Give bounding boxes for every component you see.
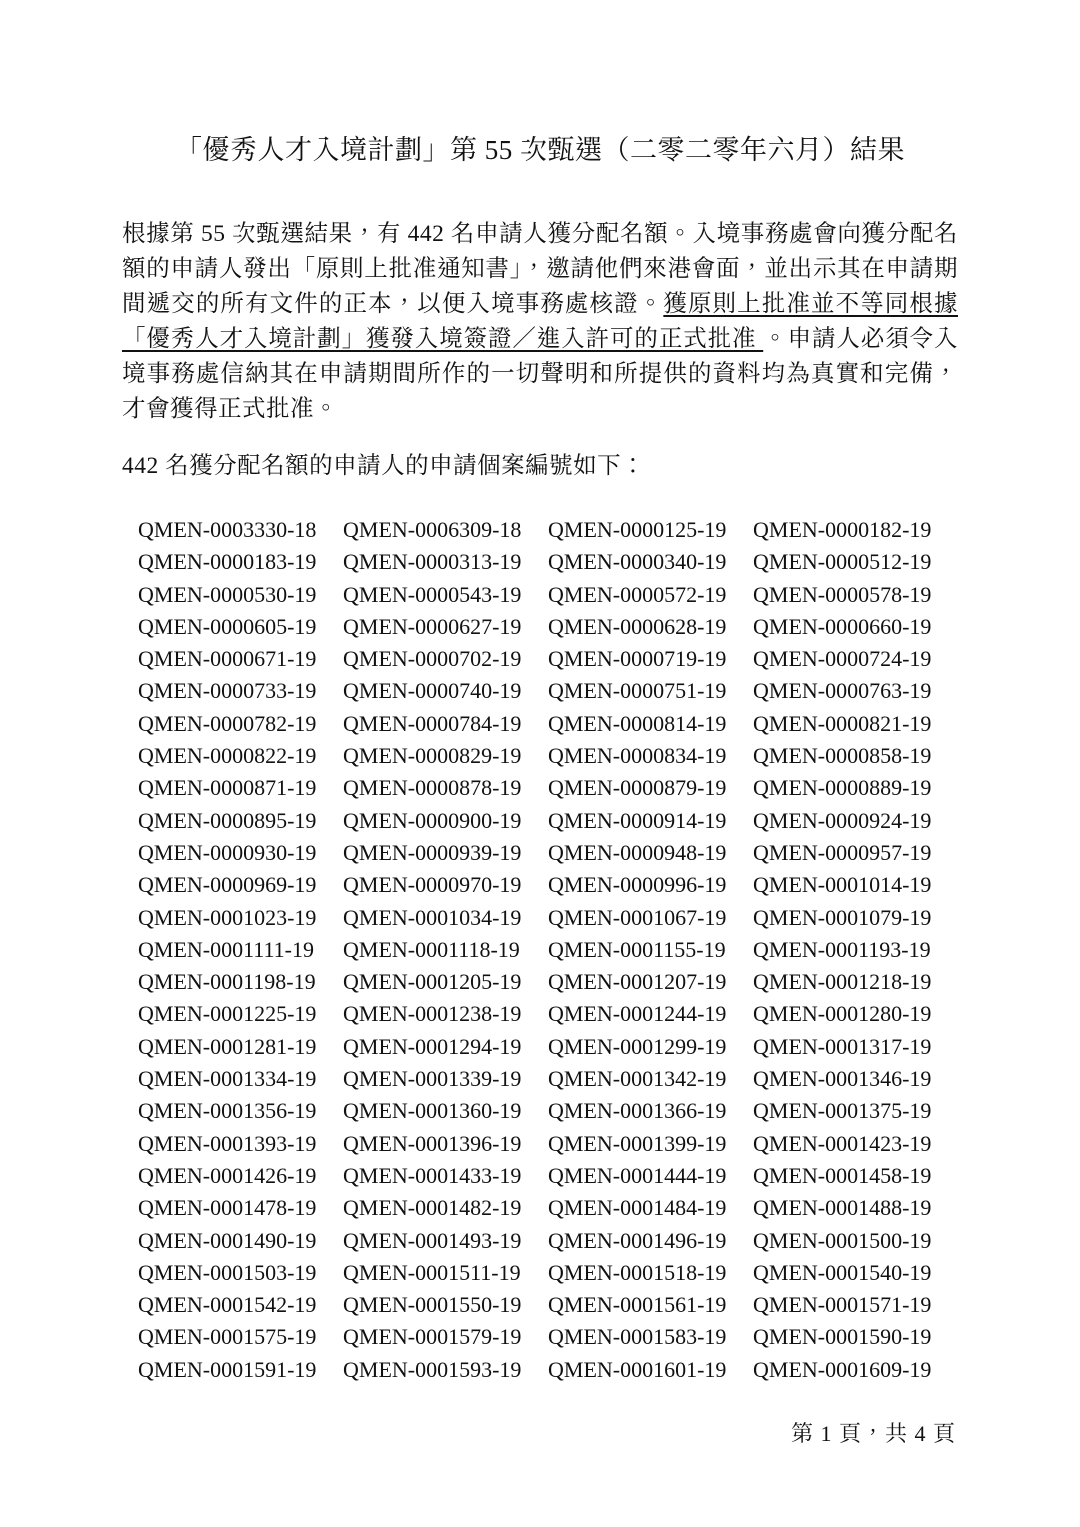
case-number: QMEN-0000889-19 [753,775,932,801]
case-number: QMEN-0001238-19 [343,1001,522,1027]
case-number: QMEN-0000530-19 [138,581,317,607]
case-number: QMEN-0001034-19 [343,904,522,930]
case-number: QMEN-0000751-19 [548,678,727,704]
case-number: QMEN-0001111-19 [138,936,314,962]
case-number: QMEN-0000996-19 [548,872,727,898]
case-number: QMEN-0001198-19 [138,969,316,995]
case-number: QMEN-0000543-19 [343,581,522,607]
case-number: QMEN-0001426-19 [138,1162,317,1188]
case-number: QMEN-0001433-19 [343,1162,522,1188]
case-number: QMEN-0000671-19 [138,646,317,672]
case-number: QMEN-0001496-19 [548,1227,727,1253]
case-number: QMEN-0001518-19 [548,1259,727,1285]
case-number: QMEN-0000939-19 [343,839,522,865]
case-list-intro: 442 名獲分配名額的申請人的申請個案編號如下： [122,453,646,479]
case-number: QMEN-0000895-19 [138,807,317,833]
case-number: QMEN-0001360-19 [343,1098,522,1124]
case-number: QMEN-0001244-19 [548,1001,727,1027]
case-number: QMEN-0000948-19 [548,839,727,865]
case-number: QMEN-0000900-19 [343,807,522,833]
case-number: QMEN-0000719-19 [548,646,727,672]
case-number: QMEN-0001590-19 [753,1324,932,1350]
case-number: QMEN-0000313-19 [343,549,522,575]
case-number: QMEN-0001067-19 [548,904,727,930]
case-number: QMEN-0001280-19 [753,1001,932,1027]
case-number: QMEN-0001444-19 [548,1162,727,1188]
case-number: QMEN-0001583-19 [548,1324,727,1350]
case-number: QMEN-0001503-19 [138,1259,317,1285]
paragraph-text-after-underline: 。申請人必須令入境事務處信納其在申請期間所作的一切聲明和所提供的資料均為真實和完備，才會獲得正式批准。 [122,326,959,422]
case-number: QMEN-0000660-19 [753,613,932,639]
case-number: QMEN-0001294-19 [343,1033,522,1059]
paragraph-text-before-underline: 根據第 55 次甄選結果，有 442 名申請人獲分配名額。入境事務處會向獲分配名額的申請人發出「原則上批准通知書」，邀請他們來港會面，並出示其在申請期間遞交的所有文件的正本，以便入境事務處核證。 [122,221,958,317]
case-number: QMEN-0001366-19 [548,1098,727,1124]
case-number: QMEN-0000878-19 [343,775,522,801]
case-number: QMEN-0000822-19 [138,743,317,769]
case-number: QMEN-0001593-19 [343,1356,522,1382]
case-number: QMEN-0001193-19 [753,936,931,962]
case-number: QMEN-0000858-19 [753,743,932,769]
case-number: QMEN-0000871-19 [138,775,317,801]
case-number: QMEN-0001511-19 [343,1259,521,1285]
case-number: QMEN-0000957-19 [753,839,932,865]
intro-paragraph [122,217,958,427]
case-number: QMEN-0000763-19 [753,678,932,704]
case-number: QMEN-0000605-19 [138,613,317,639]
case-number: QMEN-0000724-19 [753,646,932,672]
case-number: QMEN-0000914-19 [548,807,727,833]
case-number: QMEN-0001207-19 [548,969,727,995]
underlined-sentence: 獲原則上批准並不等同根據「優秀人才入境計劃」獲發入境簽證／進入許可的正式批准 [122,291,959,352]
case-number: QMEN-0001346-19 [753,1066,932,1092]
case-number: QMEN-0000182-19 [753,517,932,542]
case-number: QMEN-0001023-19 [138,904,317,930]
case-number: QMEN-0001396-19 [343,1130,522,1156]
case-number: QMEN-0001014-19 [753,872,932,898]
case-number: QMEN-0001375-19 [753,1098,932,1124]
case-number: QMEN-0001609-19 [753,1356,932,1382]
case-number: QMEN-0000924-19 [753,807,932,833]
case-number: QMEN-0001542-19 [138,1292,317,1318]
case-number: QMEN-0000821-19 [753,710,932,736]
case-number: QMEN-0000829-19 [343,743,522,769]
case-number: QMEN-0001550-19 [343,1292,522,1318]
case-number: QMEN-0000784-19 [343,710,522,736]
case-number: QMEN-0001458-19 [753,1162,932,1188]
case-number: QMEN-0001579-19 [343,1324,522,1350]
case-number: QMEN-0000125-19 [548,517,727,542]
case-number: QMEN-0001591-19 [138,1356,317,1382]
case-number: QMEN-0000814-19 [548,710,727,736]
case-number: QMEN-0000733-19 [138,678,317,704]
case-number: QMEN-0001540-19 [753,1259,932,1285]
case-number: QMEN-0001356-19 [138,1098,317,1124]
case-number: QMEN-0000930-19 [138,839,317,865]
case-number: QMEN-0001342-19 [548,1066,727,1092]
case-number: QMEN-0000628-19 [548,613,727,639]
case-number: QMEN-0001482-19 [343,1195,522,1221]
case-number: QMEN-0000702-19 [343,646,522,672]
case-number: QMEN-0000183-19 [138,549,317,575]
case-number: QMEN-0001493-19 [343,1227,522,1253]
case-number: QMEN-0001561-19 [548,1292,727,1318]
case-number: QMEN-0000340-19 [548,549,727,575]
case-number: QMEN-0001218-19 [753,969,932,995]
case-number: QMEN-0001571-19 [753,1292,932,1318]
case-number-grid [138,514,958,1386]
case-number: QMEN-0000879-19 [548,775,727,801]
case-number: QMEN-0001339-19 [343,1066,522,1092]
case-number: QMEN-0001575-19 [138,1324,317,1350]
case-number: QMEN-0001500-19 [753,1227,932,1253]
case-number: QMEN-0001490-19 [138,1227,317,1253]
case-number: QMEN-0001478-19 [138,1195,317,1221]
case-number: QMEN-0000969-19 [138,872,317,898]
case-number: QMEN-0001423-19 [753,1130,932,1156]
case-number: QMEN-0001484-19 [548,1195,727,1221]
case-number: QMEN-0001399-19 [548,1130,727,1156]
case-number: QMEN-0006309-18 [343,517,522,542]
case-number: QMEN-0000782-19 [138,710,317,736]
case-number: QMEN-0000740-19 [343,678,522,704]
case-number: QMEN-0000512-19 [753,549,932,575]
case-number: QMEN-0001393-19 [138,1130,317,1156]
case-number: QMEN-0001601-19 [548,1356,727,1382]
case-number: QMEN-0001334-19 [138,1066,317,1092]
case-number: QMEN-0001225-19 [138,1001,317,1027]
page-title: 「優秀人才入境計劃」第 55 次甄選（二零二零年六月）結果 [175,135,905,165]
case-number: QMEN-0000970-19 [343,872,522,898]
case-number: QMEN-0000834-19 [548,743,727,769]
case-number: QMEN-0001155-19 [548,936,726,962]
case-number: QMEN-0001281-19 [138,1033,317,1059]
page-number-footer: 第 1 頁，共 4 頁 [790,1421,956,1446]
case-number: QMEN-0001317-19 [753,1033,932,1059]
case-number: QMEN-0003330-18 [138,517,317,542]
case-number: QMEN-0000572-19 [548,581,727,607]
case-number: QMEN-0001205-19 [343,969,522,995]
case-number: QMEN-0000578-19 [753,581,932,607]
case-number: QMEN-0001488-19 [753,1195,932,1221]
case-number: QMEN-0001299-19 [548,1033,727,1059]
case-number: QMEN-0000627-19 [343,613,522,639]
case-number: QMEN-0001118-19 [343,936,520,962]
case-number: QMEN-0001079-19 [753,904,932,930]
